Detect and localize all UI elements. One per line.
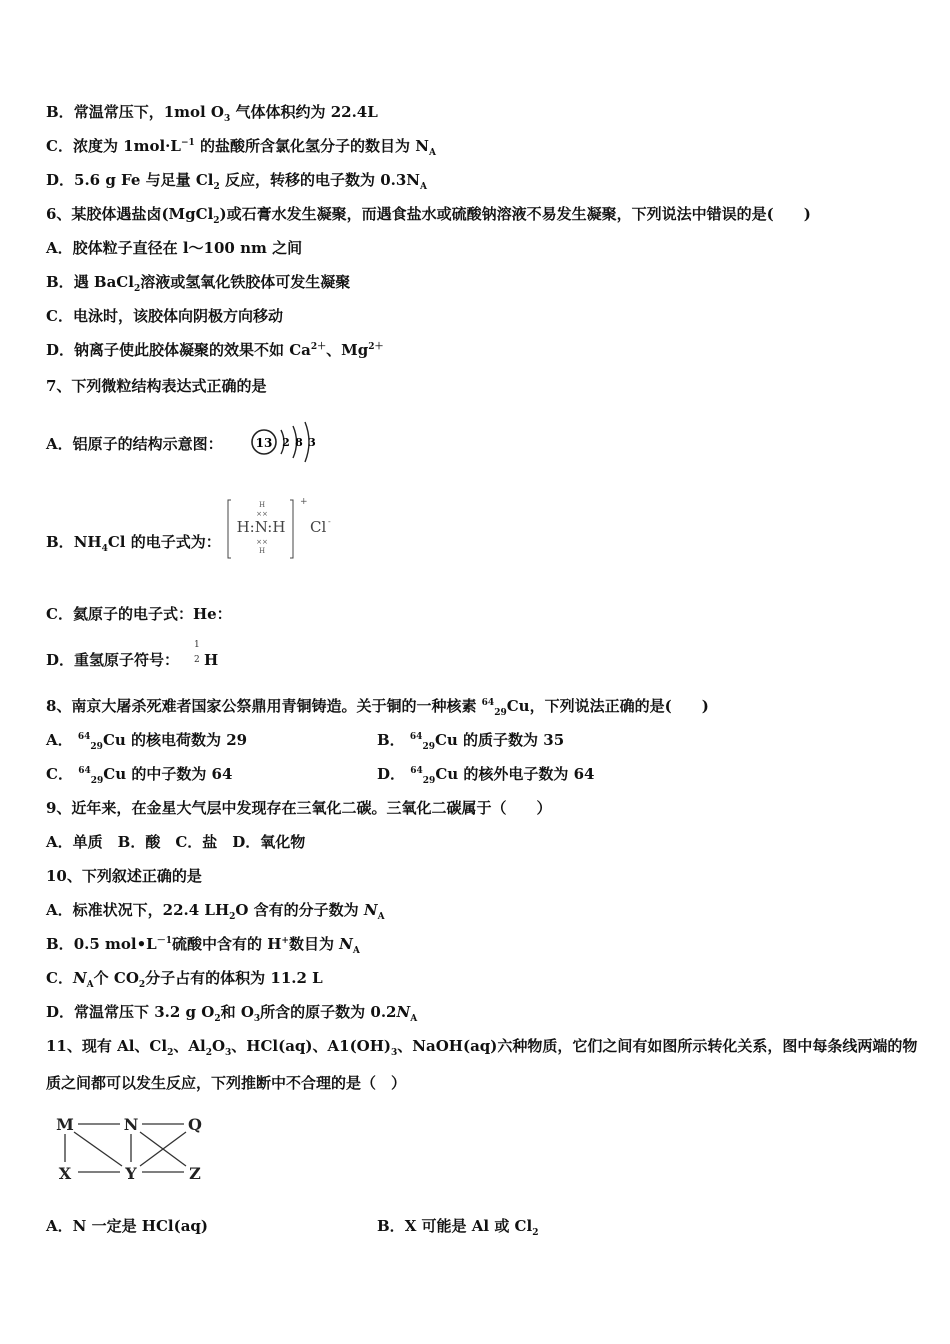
option-label: B． [46, 103, 74, 121]
q7-option-b: B．$NH_4Cl$ 的电子式为： [46, 533, 221, 554]
q5-option-d: D．5.6 g Fe 与足量 $Cl_2$ 反应，转移的电子数为 $0.3N_A$ [46, 171, 428, 192]
q9-stem: 9、近年来，在金星大气层中发现存在三氧化二碳。三氧化二碳属于（ ） [46, 799, 552, 817]
mass-number: 1 [194, 640, 200, 650]
q10-option-c: C．$N_A$个 $CO_2$分子占有的体积为 11.2 L [46, 969, 323, 990]
q6-option-a: A．胶体粒子直径在 l～100 nm 之间 [46, 239, 303, 257]
q10-stem: 10、下列叙述正确的是 [46, 867, 202, 885]
node-n: N [123, 1115, 139, 1134]
atomic-number: 2 [194, 655, 200, 665]
q10-option-d: D．常温常压下 3.2 g $O_2$和 $O_3$所含的原子数为 $0.2N_A$ [46, 1003, 418, 1024]
node-m: M [56, 1115, 74, 1134]
aluminum-atom-diagram [248, 417, 328, 467]
q5-option-c: C．浓度为 $1mol\cdot L^{-1}$ 的盐酸所含氯化氢分子的数目为 $N_A$ [46, 137, 436, 158]
q8-option-a: A． $^{64}_{29}$Cu 的核电荷数为 29 [46, 731, 248, 752]
electron-pair-top: ×× [256, 510, 268, 518]
q8-stem: 8、南京大屠杀死难者国家公祭鼎用青铜铸造。关于铜的一种核素 $^{64}_{29}$Cu，下列说法正确的是( ) [46, 697, 709, 718]
reaction-relationship-diagram [52, 1110, 212, 1190]
electron-pair-bottom: ×× [256, 538, 268, 546]
node-z: Z [189, 1164, 201, 1183]
nucleus-charge: 13 [255, 436, 273, 450]
option-label: D． [46, 171, 75, 189]
q11-stem-line2: 质之间都可以发生反应，下列推断中不合理的是（ ） [46, 1074, 407, 1092]
anion-charge: - [328, 517, 331, 526]
option-label: C． [46, 137, 73, 155]
q8-option-c: C． $^{64}_{29}$Cu 的中子数为 64 [46, 765, 233, 786]
q8-option-d: D． $^{64}_{29}$Cu 的核外电子数为 64 [377, 765, 595, 786]
q7-option-a: A．铝原子的结构示意图： [46, 435, 223, 453]
q7-stem: 7、下列微粒结构表达式正确的是 [46, 377, 267, 395]
q10-option-b: B．0.5 $mol•L^{-1}$硫酸中含有的 H+数目为 $N_A$ [46, 935, 360, 956]
edge-m-y [74, 1132, 122, 1166]
element-symbol: H [204, 651, 219, 669]
h-n-h: H:N:H [236, 518, 286, 536]
shell-electrons-1: 2 [282, 436, 290, 449]
q9-options: A．单质 B．酸 C．盐 D．氧化物 [46, 833, 306, 851]
q7-option-d: D．重氢原子符号： [46, 651, 180, 669]
nh4cl-electron-formula [224, 494, 344, 564]
shell-electrons-2: 8 [295, 436, 303, 449]
q10-option-a: A．标准状况下，22.4 $LH_2O$ 含有的分子数为 $N_A$ [46, 901, 385, 922]
q6-option-b: B．遇 BaCl$_2$溶液或氢氧化铁胶体可发生凝聚 [46, 273, 351, 294]
chloride-anion: Cl [310, 518, 327, 536]
h-top: H [258, 501, 266, 509]
q11-option-a: A．N 一定是 HCl(aq) [46, 1217, 209, 1235]
q5-option-b: B．常温常压下，1mol $O_3$ 气体体积约为 22.4L [46, 103, 378, 124]
h-bottom: H [258, 547, 266, 555]
node-y: Y [125, 1164, 137, 1183]
deuterium-symbol [192, 638, 226, 670]
right-bracket [290, 500, 293, 558]
q6-option-c: C．电泳时，该胶体向阴极方向移动 [46, 307, 283, 325]
q6-option-d: D．钠离子使此胶体凝聚的效果不如 $Ca^{2+}$、$Mg^{2+}$ [46, 341, 384, 359]
q6-stem: 6、某胶体遇盐卤(MgCl$_2$)或石膏水发生凝聚，而遇食盐水或硫酸钠溶液不易发生凝聚，下列说法中错误的是( ) [46, 205, 811, 226]
left-bracket [228, 500, 231, 558]
cation-charge: + [300, 497, 308, 507]
q8-option-b: B． $^{64}_{29}$Cu 的质子数为 35 [377, 731, 565, 752]
shell-electrons-3: 3 [308, 436, 316, 449]
q11-option-b: B．X 可能是 Al 或 $Cl_2$ [377, 1217, 539, 1238]
q11-stem-line1: 11、现有 Al、$Cl_2$、$Al_2O_3$、HCl(aq)、$A1(OH)_3$、NaOH(aq)六种物质，它们之间有如图所示转化关系，图中每条线两端的物 [46, 1037, 918, 1058]
node-q: Q [188, 1115, 202, 1134]
node-x: X [58, 1164, 72, 1183]
q7-option-c: C．氦原子的电子式：He： [46, 605, 232, 623]
